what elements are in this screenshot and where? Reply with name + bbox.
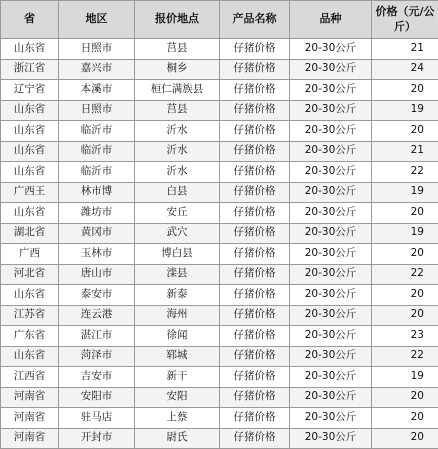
table-row [1,141,438,162]
cell-variety: 20-30公斤 [290,141,372,162]
cell-quote-location: 武穴 [135,223,220,244]
cell-region: 临沂市 [59,121,135,142]
header-quote-location: 报价地点 [135,1,220,39]
cell-variety: 20-30公斤 [290,264,372,285]
cell-region: 泰安市 [59,285,135,306]
cell-price: 19 [372,367,438,388]
cell-product-name: 仔猪价格 [220,182,290,203]
cell-province: 河北省 [1,264,59,285]
cell-variety: 20-30公斤 [290,428,372,449]
cell-variety: 20-30公斤 [290,182,372,203]
table-row [1,182,438,203]
cell-quote-location: 徐闻 [135,326,220,347]
cell-region: 临沂市 [59,162,135,183]
cell-product-name: 仔猪价格 [220,367,290,388]
cell-quote-location: 尉氏 [135,428,220,449]
cell-region: 临沂市 [59,141,135,162]
cell-price: 19 [372,182,438,203]
table-row [1,39,438,60]
cell-region: 黄冈市 [59,223,135,244]
cell-price: 21 [372,141,438,162]
cell-price: 20 [372,285,438,306]
table-row [1,80,438,101]
cell-price: 20 [372,203,438,224]
cell-region: 开封市 [59,428,135,449]
cell-quote-location: 白县 [135,182,220,203]
cell-region: 连云港 [59,305,135,326]
cell-quote-location: 滦县 [135,264,220,285]
cell-region: 日照市 [59,100,135,121]
cell-variety: 20-30公斤 [290,367,372,388]
cell-province: 广西王 [1,182,59,203]
cell-price: 20 [372,244,438,265]
table-row [1,203,438,224]
cell-province: 山东省 [1,346,59,367]
cell-quote-location: 沂水 [135,162,220,183]
cell-product-name: 仔猪价格 [220,141,290,162]
table-row [1,223,438,244]
cell-variety: 20-30公斤 [290,346,372,367]
table-header-row [1,1,438,39]
cell-quote-location: 莒县 [135,100,220,121]
cell-product-name: 仔猪价格 [220,59,290,80]
header-product-name: 产品名称 [220,1,290,39]
cell-price: 20 [372,387,438,408]
cell-price: 19 [372,223,438,244]
cell-quote-location: 安阳 [135,387,220,408]
cell-variety: 20-30公斤 [290,387,372,408]
cell-province: 山东省 [1,162,59,183]
cell-quote-location: 博白县 [135,244,220,265]
cell-variety: 20-30公斤 [290,326,372,347]
cell-price: 21 [372,39,438,60]
cell-variety: 20-30公斤 [290,121,372,142]
cell-quote-location: 沂水 [135,141,220,162]
cell-province: 山东省 [1,203,59,224]
cell-region: 驻马店 [59,408,135,429]
cell-price: 20 [372,408,438,429]
table-row [1,305,438,326]
cell-province: 山东省 [1,285,59,306]
table-row [1,408,438,429]
cell-region: 林市博 [59,182,135,203]
cell-price: 19 [372,100,438,121]
cell-quote-location: 海州 [135,305,220,326]
table-row [1,326,438,347]
cell-product-name: 仔猪价格 [220,162,290,183]
cell-variety: 20-30公斤 [290,162,372,183]
cell-variety: 20-30公斤 [290,39,372,60]
cell-price: 20 [372,121,438,142]
table-body [1,39,438,449]
cell-quote-location: 郓城 [135,346,220,367]
table-row [1,100,438,121]
cell-variety: 20-30公斤 [290,305,372,326]
cell-province: 山东省 [1,141,59,162]
cell-province: 河南省 [1,387,59,408]
header-variety: 品种 [290,1,372,39]
cell-province: 湖北省 [1,223,59,244]
cell-variety: 20-30公斤 [290,408,372,429]
cell-product-name: 仔猪价格 [220,326,290,347]
cell-region: 菏泽市 [59,346,135,367]
table-row [1,244,438,265]
cell-variety: 20-30公斤 [290,203,372,224]
cell-price: 20 [372,428,438,449]
cell-product-name: 仔猪价格 [220,264,290,285]
cell-product-name: 仔猪价格 [220,305,290,326]
header-province: 省 [1,1,59,39]
header-region: 地区 [59,1,135,39]
cell-price: 20 [372,305,438,326]
cell-quote-location: 安丘 [135,203,220,224]
table-row [1,428,438,449]
cell-quote-location: 沂水 [135,121,220,142]
cell-region: 安阳市 [59,387,135,408]
cell-variety: 20-30公斤 [290,100,372,121]
table-row [1,59,438,80]
table-row [1,367,438,388]
cell-price: 24 [372,59,438,80]
table-row [1,162,438,183]
cell-province: 山东省 [1,39,59,60]
cell-variety: 20-30公斤 [290,59,372,80]
cell-region: 潍坊市 [59,203,135,224]
cell-product-name: 仔猪价格 [220,121,290,142]
cell-product-name: 仔猪价格 [220,80,290,101]
cell-province: 浙江省 [1,59,59,80]
cell-price: 22 [372,346,438,367]
cell-quote-location: 桐乡 [135,59,220,80]
cell-region: 日照市 [59,39,135,60]
cell-quote-location: 桓仁满族县 [135,80,220,101]
cell-product-name: 仔猪价格 [220,346,290,367]
cell-province: 广东省 [1,326,59,347]
cell-product-name: 仔猪价格 [220,223,290,244]
cell-province: 山东省 [1,100,59,121]
cell-region: 嘉兴市 [59,59,135,80]
cell-quote-location: 莒县 [135,39,220,60]
cell-variety: 20-30公斤 [290,244,372,265]
cell-region: 唐山市 [59,264,135,285]
cell-product-name: 仔猪价格 [220,285,290,306]
cell-province: 江苏省 [1,305,59,326]
cell-variety: 20-30公斤 [290,223,372,244]
cell-province: 江西省 [1,367,59,388]
cell-province: 河南省 [1,428,59,449]
table-row [1,346,438,367]
header-price: 价格（元/公斤） [372,1,438,39]
cell-variety: 20-30公斤 [290,80,372,101]
table-row [1,285,438,306]
cell-product-name: 仔猪价格 [220,100,290,121]
cell-region: 吉安市 [59,367,135,388]
cell-price: 22 [372,264,438,285]
cell-product-name: 仔猪价格 [220,428,290,449]
cell-quote-location: 新干 [135,367,220,388]
cell-region: 湛江市 [59,326,135,347]
cell-province: 山东省 [1,121,59,142]
cell-product-name: 仔猪价格 [220,244,290,265]
cell-price: 22 [372,162,438,183]
cell-province: 广西 [1,244,59,265]
cell-quote-location: 新泰 [135,285,220,306]
cell-region: 本溪市 [59,80,135,101]
cell-product-name: 仔猪价格 [220,39,290,60]
table-row [1,121,438,142]
table-row [1,264,438,285]
cell-province: 河南省 [1,408,59,429]
cell-province: 辽宁省 [1,80,59,101]
cell-price: 23 [372,326,438,347]
cell-quote-location: 上蔡 [135,408,220,429]
cell-variety: 20-30公斤 [290,285,372,306]
table-row [1,387,438,408]
cell-price: 20 [372,80,438,101]
cell-region: 玉林市 [59,244,135,265]
cell-product-name: 仔猪价格 [220,408,290,429]
cell-product-name: 仔猪价格 [220,203,290,224]
cell-product-name: 仔猪价格 [220,387,290,408]
